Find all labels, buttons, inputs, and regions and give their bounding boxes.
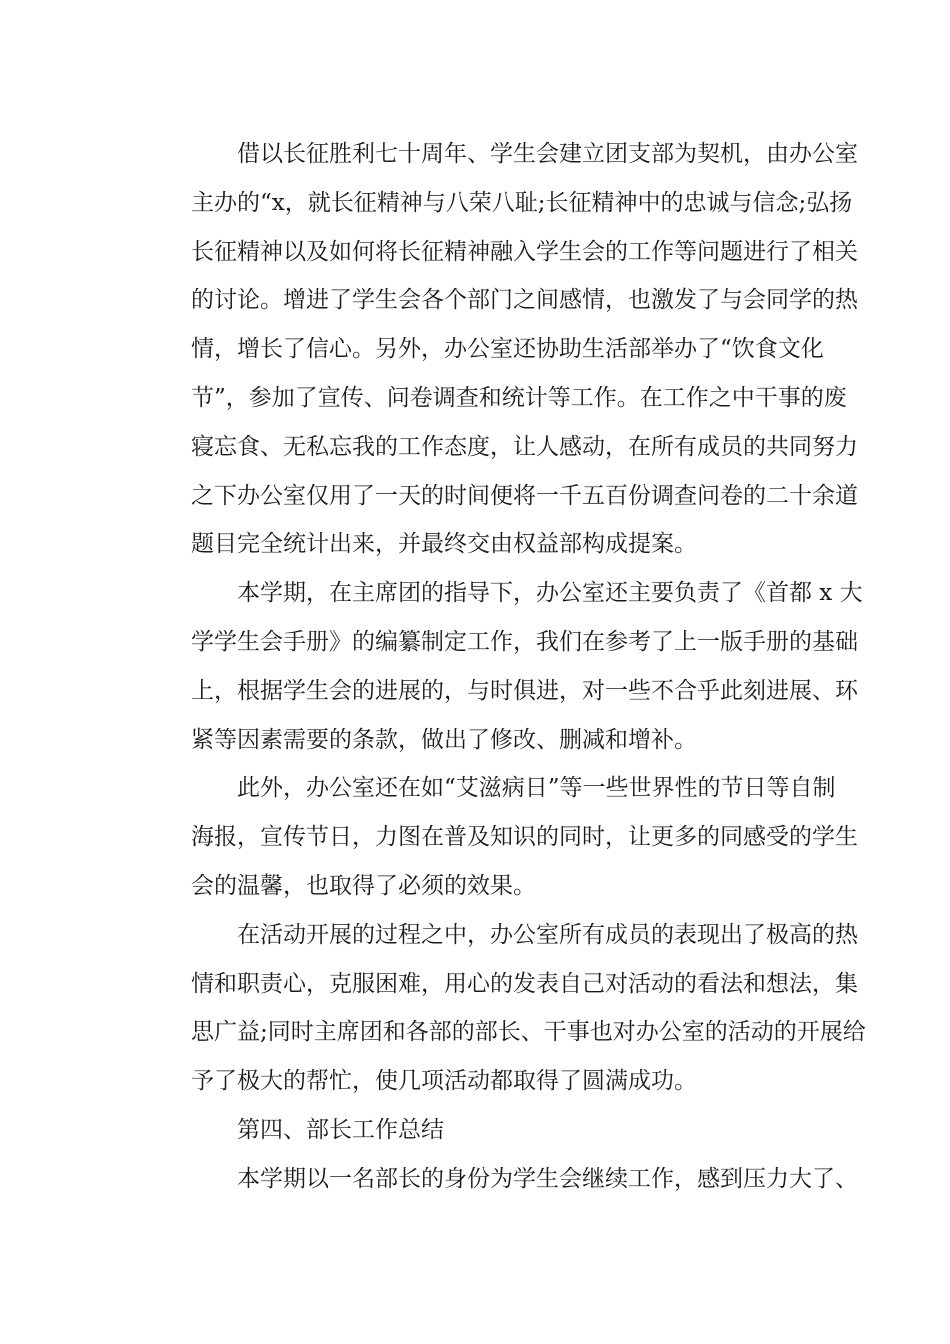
- text-line: 学学生会手册》的编纂制定工作，我们在参考了上一版手册的基础: [191, 628, 858, 655]
- text-line: 借以长征胜利七十周年、学生会建立团支部为契机，由办公室: [237, 141, 858, 167]
- paragraph-handbook-compilation: [145, 569, 863, 764]
- text-line: 上，根据学生会的进展的，与时俱进，对一些不合乎此刻进展、环: [191, 677, 858, 704]
- paragraph-long-march-discussion: [145, 130, 858, 569]
- text-line: 情和职责心，克服困难，用心的发表自己对活动的看法和想法，集: [191, 970, 858, 997]
- text-line: 思广益;同时主席团和各部的部长、干事也对办公室的活动的开展给: [191, 1019, 866, 1046]
- text-line: 本学期以一名部长的身份为学生会继续工作，感到压力大了、: [237, 1165, 858, 1192]
- paragraph-posters: [145, 764, 858, 910]
- text-line: 情，增长了信心。另外，办公室还协助生活部举办了“饮食文化: [191, 336, 824, 363]
- paragraph-minister-intro: [145, 1155, 858, 1204]
- text-line: 的讨论。增进了学生会各个部门之间感情，也激发了与会同学的热: [191, 287, 858, 314]
- text-line: 节”，参加了宣传、问卷调查和统计等工作。在工作之中干事的废: [191, 384, 847, 411]
- section-heading-minister-summary: [145, 1106, 809, 1155]
- paragraph-team-enthusiasm: [145, 911, 866, 1106]
- text-line: 主办的“x，就长征精神与八荣八耻;长征精神中的忠诚与信念;弘扬: [191, 189, 853, 216]
- text-line: 予了极大的帮忙，使几项活动都取得了圆满成功。: [191, 1068, 697, 1095]
- text-line: 紧等因素需要的条款，做出了修改、删减和增补。: [191, 726, 697, 753]
- text-line: 在活动开展的过程之中，办公室所有成员的表现出了极高的热: [237, 921, 858, 948]
- text-line: 长征精神以及如何将长征精神融入学生会的工作等问题进行了相关: [191, 238, 858, 265]
- text-line: 题目完全统计出来，并最终交由权益部构成提案。: [191, 531, 697, 558]
- document-body: [145, 130, 866, 1204]
- text-line: 海报，宣传节日，力图在普及知识的同时，让更多的同感受的学生: [191, 824, 858, 851]
- section-heading: 第四、部长工作总结: [237, 1116, 444, 1143]
- text-line: 会的温馨，也取得了必须的效果。: [191, 872, 536, 899]
- text-line: 本学期，在主席团的指导下，办公室还主要负责了《首都 x 大: [237, 580, 863, 607]
- text-line: 寝忘食、无私忘我的工作态度，让人感动，在所有成员的共同努力: [191, 433, 858, 460]
- text-line: 之下办公室仅用了一天的时间便将一千五百份调查问卷的二十余道: [191, 482, 858, 509]
- text-line: 此外，办公室还在如“艾滋病日”等一些世界性的节日等自制: [237, 775, 836, 802]
